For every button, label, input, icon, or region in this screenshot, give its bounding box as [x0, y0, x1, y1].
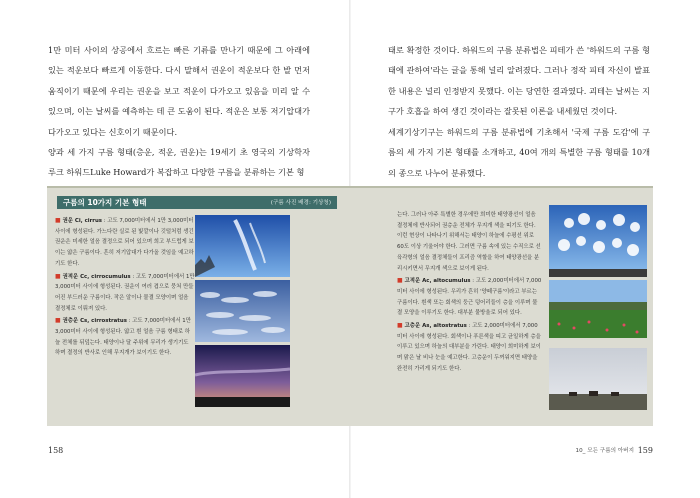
- altocumulus-photo: [549, 205, 647, 277]
- page-number-left: 158: [48, 446, 64, 455]
- box-column-2: [397, 210, 542, 377]
- cirrus-photo: [195, 215, 290, 277]
- altocumulus-field-photo: [549, 280, 647, 338]
- altostratus-entry: ■ 고층운 As, altostratus : 고도 2,000미터에서 7,000미터 사이에 형성된다. 회색이나 푸른색을 띠고 균일하게 층을 이루고 있으며 하늘의 대부분을 가린다. 태양이 희미하게 보이며 맑은 날 비나 눈을 예고한다. 고층운이 두꺼워지면 태양을 완전히 가리게 되기도 한다.: [397, 322, 541, 372]
- bullet-icon: ■: [55, 272, 63, 280]
- cirrostratus-photo: [195, 345, 290, 407]
- cirrostratus-continued: 는다. 그러나 아주 특별한 경우에만 희미한 태양광선이 얼음 결정체에 반사되어 권층운 전체가 무지개 색을 띠기도 한다. 이런 현상이 나타나기 위해서는 태양이 하늘에 수평선 위로 60도 이상 기울어야 한다. 그러면 구름 속에 있는 수직으로 선 육각형의 얼음 결정체들이 프리즘 역할을 하여 태양광선을 분리시키면서 무지개 색으로 보이게 된다.: [397, 212, 541, 272]
- bullet-icon: ■: [55, 317, 63, 325]
- bullet-icon: ■: [55, 217, 63, 224]
- cirrostratus-entry: ■ 권층운 Cs, cirrostratus : 고도 7,000미터에서 1만 3,000미터 사이에 형성된다. 얇고 흰 얼음 구름 형태로 하늘 전체를 뒤덮는다. 태양이나 달 주위에 무리가 생기기도 하며 결정의 반사로 인해 무지개가 보이기도 한다.: [55, 317, 191, 357]
- right-paragraph-1: 태로 확정한 것이다. 하워드의 구름 분류법은 피테가 쓴 '하워드의 구름 형태에 관하여'라는 글을 통해 널리 알려졌다. 그러나 정작 피테 자신이 발표한 내용은 널리 인정받지 못했다. 이는 당연한 결과였다. 괴테는 날씨는 지구가 호흡을 하여 생긴 것이라는 잘못된 이론을 내세웠던 것이다.: [388, 45, 650, 117]
- bullet-icon: ■: [397, 322, 405, 330]
- box-title: 구름의 10가지 기본 형태: [63, 198, 147, 207]
- box-subtitle: (구름 사진 배경: 기상청): [270, 200, 331, 206]
- altocumulus-entry: ■ 고적운 Ac, altocumulus : 고도 2,000미터에서 7,000미터 사이에 형성된다. 우리가 흔히 '양떼구름'이라고 부르는 구름이다. 흰색 또는 회색의 둥근 덩어리들이 층을 이루며 물결 모양을 이루기도 한다. 대부분 물방울로 되어 있다.: [397, 277, 542, 317]
- cirrocumulus-photo: [195, 280, 290, 342]
- cloud-types-box: [47, 186, 653, 426]
- cirrocumulus-entry: ■ 권적운 Cc, cirrocumulus : 고도 7,000미터에서 1만 3,000미터 사이에 형성된다. 권운이 여러 겹으로 뭉쳐 만들어진 부드러운 구름이다. 작은 알이나 물결 모양이며 얼음 결정체로 이뤄져 있다.: [55, 272, 195, 312]
- page-number-right: 159: [637, 446, 653, 455]
- box-header: [57, 196, 337, 209]
- right-paragraph-2: 세계기상기구는 하워드의 구름 분류법에 기초해서 '국제 구름 도감'에 구름의 세 가지 기본 형태를 소개하고, 40여 개의 특별한 구름 형태를 10개의 종으로 나누어 분류했다.: [388, 127, 650, 178]
- left-paragraph-1: 1만 미터 사이의 상공에서 흐르는 빠른 기류를 만나기 때문에 그 아래에 있는 적운보다 빠르게 이동한다. 다시 말해서 권운이 적운보다 한 발 먼저 움직이기 때문에 우리는 권운을 보고 적운이 다가오고 있음을 미리 알 수 있으며, 이는 날씨를 예측하는 데 큰 도움이 된다. 적운은 보통 저기압대가 다가오고 있다는 신호이기 때문이다.: [48, 45, 310, 137]
- bullet-icon: ■: [397, 277, 405, 285]
- left-paragraph-2: 양과 세 가지 구름 형태(층운, 적운, 권운)는 19세기 초 영국의 기상학자 루크 하워드Luke Howard가 복잡하고 다양한 구름을 분류하는 기본 형: [48, 147, 310, 178]
- cirrus-entry: ■ 권운 Ci, cirrus : 고도 7,000미터에서 1만 3,000미터 사이에 형성된다. 가느다란 실로 된 빛깔이나 깃털처럼 생긴 권운은 미세한 얼음 결정으로 되어 있으며 희고 부드럽게 보이는 얇은 구름이다. 흔히 저기압대가 다가올 것임을 예고하기도 한다.: [55, 217, 194, 267]
- box-column-1: [55, 216, 195, 361]
- running-head: 10_ 모든 구름의 아버지: [575, 448, 634, 454]
- altostratus-photo: [549, 348, 647, 410]
